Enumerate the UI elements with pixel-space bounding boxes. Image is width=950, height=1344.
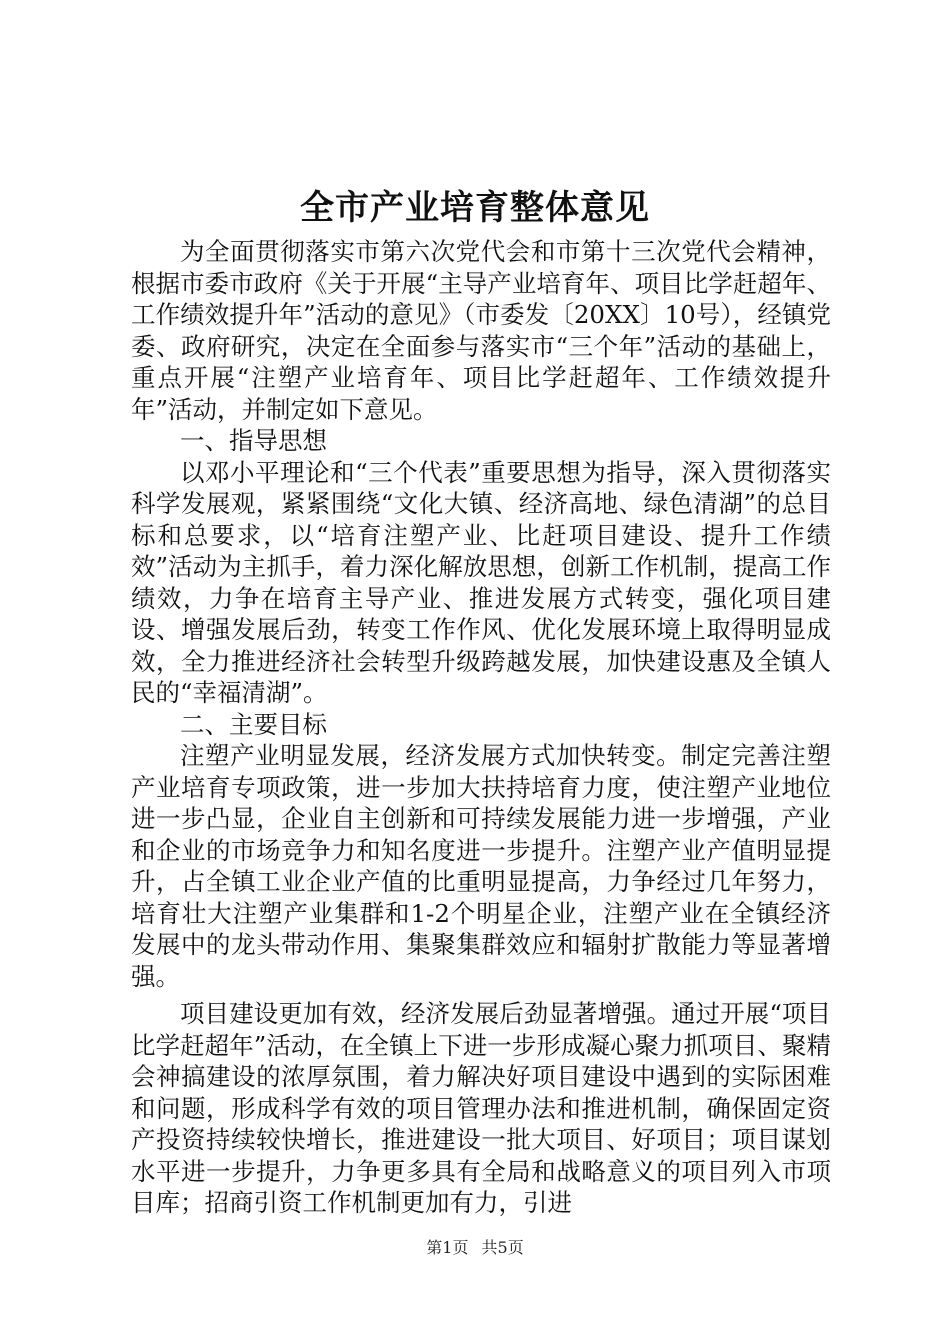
intro-paragraph: 为全面贯彻落实市第六次党代会和市第十三次党代会精神，根据市委市政府《关于开展“主导产业培育年、项目比学赶超年、工作绩效提升年”活动的意见》（市委发〔20XX〕10号），经镇党委、政府研究，决定在全面参与落实市“三个年”活动的基础上，重点开展“注塑产业培育年、项目比学赶超年、工作绩效提升年”活动，并制定如下意见。	[131, 237, 831, 424]
section-heading-main-goals: 二、主要目标	[180, 709, 327, 739]
page-total: 共5页	[481, 1238, 524, 1257]
page-footer	[0, 1237, 950, 1259]
main-goals-paragraph-1: 注塑产业明显发展，经济发展方式加快转变。制定完善注塑产业培育专项政策，进一步加大扶持培育力度，使注塑产业地位进一步凸显，企业自主创新和可持续发展能力进一步增强，产业和企业的市场竞争力和知名度进一步提升。注塑产业产值明显提升，占全镇工业企业产值的比重明显提高，力争经过几年努力，培育壮大注塑产业集群和1-2个明星企业，注塑产业在全镇经济发展中的龙头带动作用、集聚集群效应和辐射扩散能力等显著增强。	[131, 741, 831, 991]
document-body	[131, 236, 831, 1219]
section-heading-guiding-ideology: 一、指导思想	[180, 426, 327, 455]
page-number: 第1页	[426, 1238, 469, 1257]
document-title: 全市产业培育整体意见	[300, 188, 650, 228]
main-goals-paragraph-2: 项目建设更加有效，经济发展后劲显著增强。通过开展“项目比学赶超年”活动，在全镇上下进一步形成凝心聚力抓项目、聚精会神搞建设的浓厚氛围，着力解决好项目建设中遇到的实际困难和问题，形成科学有效的项目管理办法和推进机制，确保固定资产投资持续较快增长，推进建设一批大项目、好项目；项目谋划水平进一步提升，力争更多具有全局和战略意义的项目列入市项目库；招商引资工作机制更加有力，引进	[131, 999, 831, 1217]
guiding-ideology-paragraph: 以邓小平理论和“三个代表”重要思想为指导，深入贯彻落实科学发展观，紧紧围绕“文化大镇、经济高地、绿色清湖”的总目标和总要求，以“培育注塑产业、比赶项目建设、提升工作绩效”活动为主抓手，着力深化解放思想，创新工作机制，提高工作绩效，力争在培育主导产业、推进发展方式转变，强化项目建设、增强发展后劲，转变工作作风、优化发展环境上取得明显成效，全力推进经济社会转型升级跨越发展，加快建设惠及全镇人民的“幸福清湖”。	[131, 457, 831, 707]
